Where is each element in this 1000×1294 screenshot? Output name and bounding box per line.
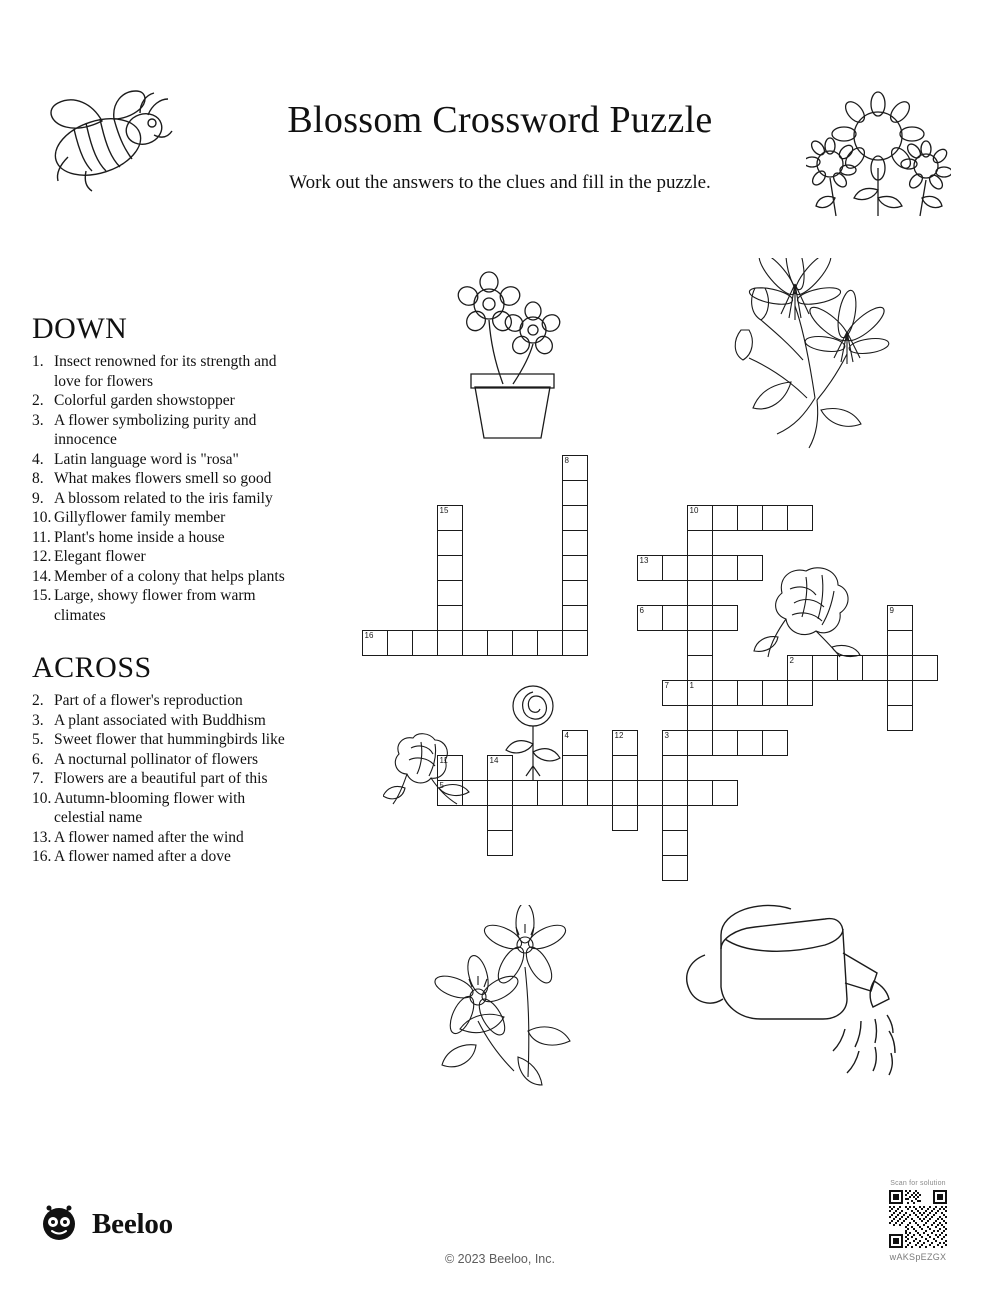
clue-text: Large, showy flower from warm climates: [54, 587, 256, 624]
grid-cell[interactable]: [637, 605, 663, 631]
clue-number: 10.: [32, 789, 52, 807]
grid-cell[interactable]: [537, 630, 563, 656]
clue-number: 3.: [32, 711, 44, 729]
grid-cell[interactable]: [562, 555, 588, 581]
grid-cell[interactable]: [712, 505, 738, 531]
grid-cell[interactable]: [687, 655, 713, 681]
clue-item: [32, 691, 292, 711]
clue-item: [32, 547, 292, 567]
clue-number: 14.: [32, 567, 52, 585]
page-subtitle: Work out the answers to the clues and fill in the puzzle.: [289, 172, 711, 193]
clue-number: 13.: [32, 828, 52, 846]
grid-cell[interactable]: [437, 580, 463, 606]
down-clues-block: [32, 312, 292, 625]
grid-cell-number: 8: [564, 456, 569, 465]
rose-illustration: [498, 680, 568, 795]
qr-code-text: wAKSpEZGX: [889, 1252, 947, 1262]
grid-cell[interactable]: [712, 730, 738, 756]
grid-cell[interactable]: [687, 580, 713, 606]
grid-cell-number: 12: [614, 731, 624, 740]
grid-cell[interactable]: [887, 655, 913, 681]
grid-cell[interactable]: [662, 830, 688, 856]
grid-cell[interactable]: [887, 630, 913, 656]
qr-caption: Scan for solution: [890, 1180, 946, 1187]
grid-cell-number: 11: [439, 756, 448, 765]
clue-item: [32, 411, 292, 450]
daffodil-illustration: [420, 905, 590, 1100]
page-title: Blossom Crossword Puzzle: [287, 99, 713, 141]
watering-can-illustration: [675, 895, 905, 1090]
clue-number: 9.: [32, 489, 44, 507]
grid-cell-number: 6: [639, 606, 644, 615]
sunflower-illustration: [806, 90, 951, 230]
grid-cell[interactable]: [487, 805, 513, 831]
grid-cell[interactable]: [687, 705, 713, 731]
clue-text: Member of a colony that helps plants: [54, 567, 285, 585]
clue-text: A plant associated with Buddhism: [54, 711, 266, 729]
clue-item: [32, 450, 292, 470]
clue-number: 3.: [32, 411, 44, 429]
potted-flowers-illustration: [455, 262, 570, 447]
grid-cell[interactable]: [887, 705, 913, 731]
grid-cell[interactable]: [762, 505, 788, 531]
clue-item: [32, 789, 292, 828]
clue-text: Part of a flower's reproduction: [54, 692, 243, 709]
grid-cell[interactable]: [737, 680, 763, 706]
grid-cell-number: 1: [689, 681, 694, 690]
qr-code-image[interactable]: [889, 1190, 947, 1248]
grid-cell[interactable]: [787, 680, 813, 706]
grid-cell-number: 2: [789, 656, 794, 665]
copyright-text: © 2023 Beeloo, Inc.: [445, 1252, 555, 1266]
grid-cell[interactable]: [737, 505, 763, 531]
grid-cell-number: 9: [889, 606, 894, 615]
grid-cell-number: 7: [664, 681, 669, 690]
grid-cell[interactable]: [562, 455, 588, 481]
clue-number: 8.: [32, 470, 44, 487]
gardenia-illustration: [383, 720, 473, 815]
grid-cell[interactable]: [562, 480, 588, 506]
grid-cell[interactable]: [637, 780, 663, 806]
clue-text: Plant's home inside a house: [54, 528, 225, 546]
grid-cell-number: 15: [439, 506, 449, 515]
clue-item: [32, 508, 292, 528]
grid-cell-number: 4: [564, 731, 569, 740]
clue-number: 6.: [32, 750, 44, 768]
grid-cell-number: 10: [689, 506, 699, 515]
grid-cell-number: 5: [439, 781, 444, 790]
grid-cell[interactable]: [462, 630, 488, 656]
grid-cell[interactable]: [662, 730, 688, 756]
brand-name: Beeloo: [92, 1208, 173, 1240]
grid-cell[interactable]: [612, 755, 638, 781]
grid-cell[interactable]: [437, 530, 463, 556]
grid-cell[interactable]: [687, 630, 713, 656]
grid-cell-number: 3: [664, 731, 669, 740]
grid-cell[interactable]: [587, 780, 613, 806]
grid-cell[interactable]: [687, 605, 713, 631]
across-heading: ACROSS: [32, 651, 152, 684]
clue-text: Elegant flower: [54, 548, 146, 565]
grid-cell[interactable]: [612, 805, 638, 831]
grid-cell[interactable]: [362, 630, 388, 656]
carnation-illustration: [748, 555, 868, 670]
grid-cell[interactable]: [712, 780, 738, 806]
grid-cell[interactable]: [637, 555, 663, 581]
clues-panel: [32, 312, 292, 867]
clue-text: A flower named after the wind: [54, 828, 244, 846]
grid-cell[interactable]: [662, 855, 688, 881]
clue-text: Flowers are a beautiful part of this: [54, 770, 268, 787]
clue-number: 11.: [32, 528, 51, 546]
lily-illustration: [725, 258, 900, 463]
grid-cell[interactable]: [662, 605, 688, 631]
grid-cell[interactable]: [512, 630, 538, 656]
grid-cell[interactable]: [662, 755, 688, 781]
grid-cell-number: 13: [639, 556, 649, 565]
grid-cell[interactable]: [487, 630, 513, 656]
grid-cell[interactable]: [662, 780, 688, 806]
grid-cell[interactable]: [687, 730, 713, 756]
across-clues-block: [32, 651, 292, 867]
clue-item: [32, 730, 292, 750]
clue-number: 2.: [32, 392, 44, 409]
clue-number: 16.: [32, 848, 52, 865]
clue-text: A flower symbolizing purity and innocence: [54, 411, 257, 448]
down-clue-list: [32, 352, 292, 625]
grid-cell[interactable]: [762, 730, 788, 756]
clue-text: A flower named after a dove: [54, 848, 231, 865]
grid-cell[interactable]: [437, 605, 463, 631]
grid-cell[interactable]: [612, 780, 638, 806]
grid-cell[interactable]: [687, 680, 713, 706]
grid-cell[interactable]: [437, 555, 463, 581]
grid-cell[interactable]: [562, 605, 588, 631]
grid-cell[interactable]: [887, 680, 913, 706]
clue-text: A blossom related to the iris family: [54, 489, 273, 507]
clue-number: 7.: [32, 770, 44, 787]
across-clue-list: [32, 691, 292, 867]
grid-cell[interactable]: [662, 555, 688, 581]
grid-cell[interactable]: [562, 630, 588, 656]
clue-text: Insect renowned for its strength and love for flowers: [54, 353, 277, 390]
grid-cell[interactable]: [387, 630, 413, 656]
clue-text: Sweet flower that hummingbirds like: [54, 731, 285, 748]
grid-cell[interactable]: [762, 680, 788, 706]
crossword-grid[interactable]: [362, 455, 942, 895]
grid-cell[interactable]: [737, 730, 763, 756]
clue-item: [32, 769, 292, 789]
qr-block: [862, 1180, 974, 1262]
grid-cell[interactable]: [687, 780, 713, 806]
grid-cell[interactable]: [562, 580, 588, 606]
grid-cell[interactable]: [437, 630, 463, 656]
grid-cell[interactable]: [887, 605, 913, 631]
grid-cell-number: 14: [489, 756, 499, 765]
clue-number: 12.: [32, 548, 52, 565]
clue-text: Colorful garden showstopper: [54, 392, 235, 409]
grid-cell[interactable]: [687, 530, 713, 556]
grid-cell[interactable]: [912, 655, 938, 681]
grid-cell[interactable]: [562, 505, 588, 531]
grid-cell[interactable]: [562, 530, 588, 556]
clue-number: 2.: [32, 692, 44, 709]
clue-item: [32, 469, 292, 489]
clue-text: A nocturnal pollinator of flowers: [54, 750, 259, 768]
clue-item: [32, 352, 292, 391]
clue-text: Autumn-blooming flower with celestial name: [54, 789, 246, 826]
grid-cell[interactable]: [487, 830, 513, 856]
grid-cell[interactable]: [687, 555, 713, 581]
clue-item: [32, 586, 292, 625]
down-heading: DOWN: [32, 312, 128, 345]
clue-item: [32, 391, 292, 411]
clue-text: Gillyflower family member: [54, 509, 226, 526]
clue-text: What makes flowers smell so good: [54, 470, 272, 487]
clue-item: [32, 828, 292, 848]
clue-number: 1.: [32, 353, 44, 370]
beeloo-logo: [38, 1201, 173, 1248]
clue-number: 15.: [32, 587, 52, 604]
grid-cell[interactable]: [662, 680, 688, 706]
page-footer: [0, 1174, 1000, 1294]
page-header: [0, 40, 1000, 220]
grid-cell-number: 16: [364, 631, 374, 640]
bee-logo-icon: [38, 1201, 80, 1248]
clue-item: [32, 567, 292, 587]
grid-cell[interactable]: [687, 505, 713, 531]
clue-number: 5.: [32, 731, 44, 748]
clue-item: [32, 489, 292, 509]
clue-number: 4.: [32, 450, 44, 468]
clue-text: Latin language word is "rosa": [54, 450, 239, 468]
grid-cell[interactable]: [612, 730, 638, 756]
clue-item: [32, 750, 292, 770]
clue-item: [32, 847, 292, 867]
grid-cell[interactable]: [712, 680, 738, 706]
grid-cell[interactable]: [712, 555, 738, 581]
grid-cell[interactable]: [712, 605, 738, 631]
grid-cell[interactable]: [437, 505, 463, 531]
grid-cell[interactable]: [787, 505, 813, 531]
clue-number: 10.: [32, 509, 52, 526]
clue-item: [32, 528, 292, 548]
grid-cell[interactable]: [662, 805, 688, 831]
grid-cell[interactable]: [412, 630, 438, 656]
clue-item: [32, 711, 292, 731]
